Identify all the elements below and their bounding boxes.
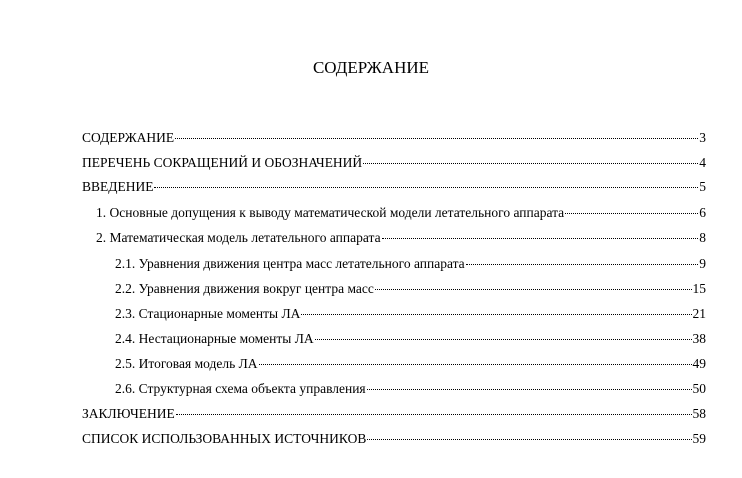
toc-entry-label: 2.6. Структурная схема объекта управления (115, 381, 366, 396)
toc-entry-label: ЗАКЛЮЧЕНИЕ (82, 406, 175, 421)
toc-entry-conclusion[interactable] (82, 404, 706, 424)
toc-entry-section-2-6[interactable] (115, 379, 706, 399)
toc-page-number: 6 (699, 205, 706, 220)
toc-entry-section-2[interactable] (96, 228, 706, 248)
toc-entry-label: 2.5. Итоговая модель ЛА (115, 356, 258, 371)
toc-entry-label: ПЕРЕЧЕНЬ СОКРАЩЕНИЙ И ОБОЗНАЧЕНИЙ (82, 155, 363, 170)
toc-entry-contents[interactable] (82, 128, 706, 148)
toc-page-number: 4 (699, 155, 706, 170)
toc-entry-label: 2. Математическая модель летательного аппарата (96, 230, 381, 245)
toc-entry-label: 2.1. Уравнения движения центра масс летательного аппарата (115, 256, 465, 271)
toc-page-number: 50 (692, 381, 706, 396)
toc-leader-dots (363, 150, 698, 164)
toc-entry-label: 2.3. Стационарные моменты ЛА (115, 306, 301, 321)
toc-entry-label: 2.2. Уравнения движения вокруг центра масс (115, 281, 374, 296)
toc-leader-dots (154, 174, 698, 188)
toc-leader-dots (565, 200, 698, 214)
toc-leader-dots (315, 326, 692, 340)
toc-page-number: 58 (692, 406, 706, 421)
toc-page-number: 38 (692, 331, 706, 346)
toc-entry-section-2-5[interactable] (115, 354, 706, 374)
toc-entry-section-1[interactable] (96, 203, 706, 223)
toc-page-number: 59 (692, 431, 706, 446)
toc-page-number: 49 (692, 356, 706, 371)
toc-entry-section-2-2[interactable] (115, 279, 706, 299)
toc-leader-dots (259, 351, 692, 365)
toc-leader-dots (466, 251, 699, 265)
toc-leader-dots (301, 301, 691, 315)
toc-page-number: 5 (699, 179, 706, 194)
toc-page-number: 21 (692, 306, 706, 321)
toc-leader-dots (367, 426, 691, 440)
toc-leader-dots (375, 276, 692, 290)
toc-entry-label: 2.4. Нестационарные моменты ЛА (115, 331, 314, 346)
toc-page-number: 3 (699, 130, 706, 145)
toc-leader-dots (175, 125, 698, 139)
toc-leader-dots (176, 401, 692, 415)
page-title: СОДЕРЖАНИЕ (312, 58, 430, 77)
toc-page-number: 8 (699, 230, 706, 245)
toc-leader-dots (367, 376, 692, 390)
toc-leader-dots (382, 225, 699, 239)
toc-entry-section-2-3[interactable] (115, 304, 706, 324)
toc-entry-introduction[interactable] (82, 177, 706, 197)
toc-entry-section-2-1[interactable] (115, 254, 706, 274)
toc-entry-abbreviations[interactable] (82, 153, 706, 173)
toc-page-number: 15 (692, 281, 706, 296)
toc-page-number: 9 (699, 256, 706, 271)
toc-entry-label: ВВЕДЕНИЕ (82, 179, 154, 194)
toc-entry-label: СОДЕРЖАНИЕ (82, 130, 175, 145)
toc-entry-references[interactable] (82, 429, 706, 449)
toc-entry-label: СПИСОК ИСПОЛЬЗОВАННЫХ ИСТОЧНИКОВ (82, 431, 367, 446)
toc-entry-label: 1. Основные допущения к выводу математической модели летательного аппарата (96, 205, 565, 220)
toc-entry-section-2-4[interactable] (115, 329, 706, 349)
